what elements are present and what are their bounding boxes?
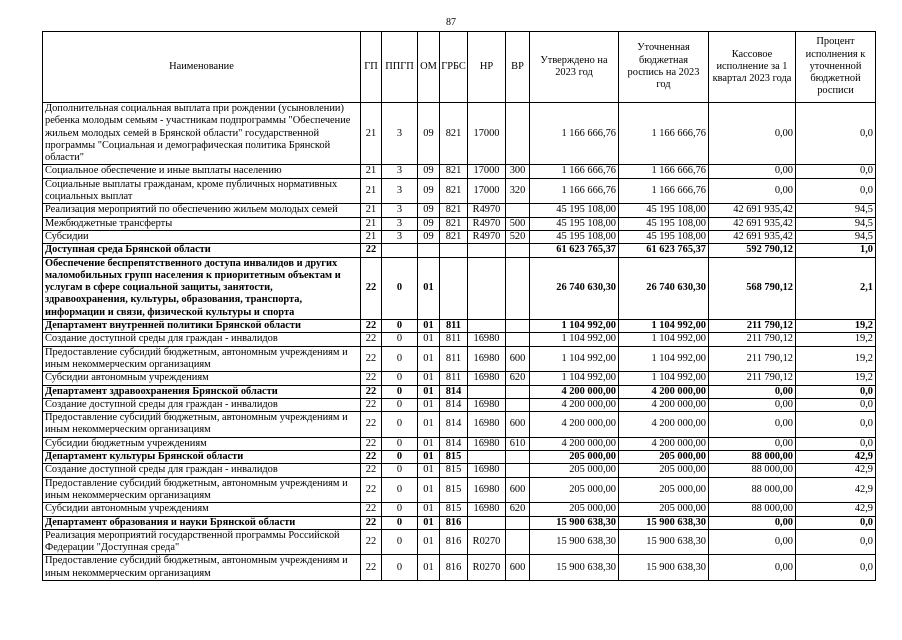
cell-grbs: 815 [440,477,468,503]
cell-nr: R4970 [468,217,506,230]
cell-gp: 22 [361,516,382,529]
cell-vr [506,529,530,555]
table-row [43,412,876,438]
cell-approved: 4 200 000,00 [530,398,619,411]
cell-gp: 22 [361,555,382,581]
cell-gp: 22 [361,451,382,464]
col-header-percent: Процент исполнения к уточненной бюджетной росписи [796,32,876,103]
cell-vr: 320 [506,178,530,204]
cell-nr [468,320,506,333]
cell-ppgp: 0 [382,516,418,529]
cell-om [418,244,440,257]
cell-percent: 0,0 [796,385,876,398]
cell-approved: 26 740 630,30 [530,257,619,319]
cell-percent: 0,0 [796,555,876,581]
cell-name: Предоставление субсидий бюджетным, автономным учреждениям и иным некоммерческим организациям [43,412,361,438]
table-row [43,398,876,411]
cell-approved: 1 166 666,76 [530,178,619,204]
cell-refined: 1 166 666,76 [619,178,709,204]
cell-refined: 4 200 000,00 [619,412,709,438]
cell-percent: 0,0 [796,529,876,555]
cell-grbs: 815 [440,503,468,516]
cell-nr: 17000 [468,165,506,178]
cell-approved: 15 900 638,30 [530,555,619,581]
cell-percent: 0,0 [796,165,876,178]
col-header-grbs: ГРБС [440,32,468,103]
cell-nr [468,451,506,464]
cell-ppgp: 3 [382,165,418,178]
cell-percent: 19,2 [796,346,876,372]
cell-nr [468,257,506,319]
cell-grbs: 821 [440,165,468,178]
cell-nr: 17000 [468,178,506,204]
cell-ppgp: 0 [382,412,418,438]
cell-refined: 45 195 108,00 [619,217,709,230]
cell-ppgp: 0 [382,477,418,503]
cell-ppgp: 3 [382,204,418,217]
cell-gp: 22 [361,464,382,477]
cell-vr: 600 [506,555,530,581]
cell-ppgp: 0 [382,437,418,450]
cell-om: 01 [418,516,440,529]
cell-approved: 4 200 000,00 [530,385,619,398]
cell-vr [506,385,530,398]
cell-percent: 94,5 [796,204,876,217]
col-header-om: ОМ [418,32,440,103]
cell-ppgp: 0 [382,333,418,346]
cell-approved: 45 195 108,00 [530,230,619,243]
cell-vr: 620 [506,372,530,385]
cell-approved: 1 104 992,00 [530,333,619,346]
cell-percent: 0,0 [796,412,876,438]
cell-nr: R4970 [468,204,506,217]
cell-refined: 1 104 992,00 [619,320,709,333]
cell-grbs: 814 [440,385,468,398]
cell-approved: 1 104 992,00 [530,372,619,385]
cell-percent: 42,9 [796,477,876,503]
cell-refined: 1 166 666,76 [619,165,709,178]
cell-om: 01 [418,503,440,516]
col-header-nr: НР [468,32,506,103]
cell-cash: 0,00 [709,412,796,438]
cell-gp: 22 [361,257,382,319]
table-row [43,320,876,333]
cell-cash: 88 000,00 [709,503,796,516]
cell-grbs: 814 [440,437,468,450]
cell-grbs: 815 [440,451,468,464]
cell-nr [468,244,506,257]
cell-name: Департамент здравоохранения Брянской области [43,385,361,398]
cell-refined: 205 000,00 [619,503,709,516]
cell-om: 09 [418,103,440,165]
cell-ppgp: 3 [382,178,418,204]
cell-gp: 21 [361,204,382,217]
table-body [43,103,876,581]
cell-nr: 16980 [468,333,506,346]
cell-approved: 205 000,00 [530,464,619,477]
cell-grbs: 821 [440,103,468,165]
cell-ppgp: 3 [382,217,418,230]
cell-gp: 22 [361,333,382,346]
cell-name: Предоставление субсидий бюджетным, автономным учреждениям и иным некоммерческим организациям [43,346,361,372]
cell-ppgp: 3 [382,103,418,165]
cell-name: Реализация мероприятий государственной программы Российской Федерации "Доступная среда" [43,529,361,555]
cell-ppgp: 0 [382,346,418,372]
cell-nr: 16980 [468,464,506,477]
cell-percent: 42,9 [796,503,876,516]
col-header-vr: ВР [506,32,530,103]
cell-vr [506,516,530,529]
cell-om: 01 [418,477,440,503]
cell-approved: 1 104 992,00 [530,320,619,333]
cell-refined: 4 200 000,00 [619,437,709,450]
cell-vr [506,103,530,165]
cell-approved: 1 166 666,76 [530,103,619,165]
cell-percent: 0,0 [796,178,876,204]
cell-approved: 1 166 666,76 [530,165,619,178]
cell-nr: 17000 [468,103,506,165]
cell-name: Обеспечение беспрепятственного доступа инвалидов и других маломобильных групп населения к приоритетным объектам и услугам в сфере социальной защиты, занятости, здравоохранения, культуры, образования, транспорта, информации и связи, физической культуры и спорта [43,257,361,319]
cell-gp: 22 [361,503,382,516]
cell-percent: 2,1 [796,257,876,319]
cell-gp: 22 [361,385,382,398]
cell-om: 01 [418,372,440,385]
cell-nr: 16980 [468,372,506,385]
col-header-refined: Уточненная бюджетная роспись на 2023 год [619,32,709,103]
cell-gp: 22 [361,477,382,503]
cell-percent: 1,0 [796,244,876,257]
table-row [43,464,876,477]
cell-refined: 1 104 992,00 [619,346,709,372]
cell-grbs: 821 [440,204,468,217]
cell-name: Дополнительная социальная выплата при рождении (усыновлении) ребенка молодым семьям - участникам подпрограммы "Обеспечение жильем молодых семей в Брянской области" государственной программы "Социальная и демографическая политика Брянской области" [43,103,361,165]
cell-cash: 211 790,12 [709,320,796,333]
cell-grbs: 816 [440,555,468,581]
cell-name: Создание доступной среды для граждан - инвалидов [43,333,361,346]
cell-percent: 94,5 [796,217,876,230]
cell-om: 01 [418,412,440,438]
cell-refined: 1 104 992,00 [619,333,709,346]
cell-cash: 0,00 [709,516,796,529]
cell-percent: 0,0 [796,516,876,529]
cell-cash: 592 790,12 [709,244,796,257]
cell-vr: 620 [506,503,530,516]
cell-nr: R4970 [468,230,506,243]
cell-percent: 19,2 [796,333,876,346]
table-row [43,178,876,204]
cell-grbs: 811 [440,372,468,385]
cell-cash: 88 000,00 [709,477,796,503]
cell-ppgp: 0 [382,451,418,464]
cell-grbs: 821 [440,217,468,230]
cell-cash: 88 000,00 [709,451,796,464]
cell-cash: 0,00 [709,103,796,165]
cell-om: 01 [418,451,440,464]
cell-vr: 610 [506,437,530,450]
cell-gp: 22 [361,529,382,555]
cell-name: Социальные выплаты гражданам, кроме публичных нормативных социальных выплат [43,178,361,204]
cell-refined: 1 104 992,00 [619,372,709,385]
cell-cash: 88 000,00 [709,464,796,477]
cell-nr [468,516,506,529]
cell-cash: 0,00 [709,555,796,581]
cell-name: Межбюджетные трансферты [43,217,361,230]
table-row [43,165,876,178]
cell-cash: 0,00 [709,398,796,411]
cell-cash: 42 691 935,42 [709,230,796,243]
cell-nr: 16980 [468,437,506,450]
cell-vr [506,204,530,217]
cell-gp: 21 [361,230,382,243]
cell-nr [468,385,506,398]
cell-name: Субсидии автономным учреждениям [43,372,361,385]
cell-approved: 45 195 108,00 [530,204,619,217]
cell-name: Департамент культуры Брянской области [43,451,361,464]
cell-refined: 205 000,00 [619,451,709,464]
cell-ppgp: 0 [382,503,418,516]
cell-cash: 0,00 [709,437,796,450]
table-row [43,244,876,257]
cell-approved: 4 200 000,00 [530,412,619,438]
cell-gp: 22 [361,244,382,257]
cell-refined: 205 000,00 [619,464,709,477]
col-header-approved: Утверждено на 2023 год [530,32,619,103]
cell-om: 01 [418,529,440,555]
cell-vr: 600 [506,412,530,438]
table-row [43,346,876,372]
cell-gp: 22 [361,372,382,385]
cell-cash: 42 691 935,42 [709,217,796,230]
cell-vr [506,464,530,477]
cell-ppgp: 0 [382,398,418,411]
cell-ppgp [382,244,418,257]
cell-approved: 15 900 638,30 [530,516,619,529]
cell-ppgp: 0 [382,320,418,333]
cell-name: Реализация мероприятий по обеспечению жильем молодых семей [43,204,361,217]
col-header-gp: ГП [361,32,382,103]
cell-nr: 16980 [468,412,506,438]
cell-gp: 21 [361,165,382,178]
cell-cash: 211 790,12 [709,372,796,385]
cell-ppgp: 0 [382,385,418,398]
cell-nr: 16980 [468,398,506,411]
cell-grbs: 821 [440,178,468,204]
cell-cash: 0,00 [709,529,796,555]
cell-grbs: 816 [440,516,468,529]
cell-grbs [440,257,468,319]
cell-gp: 22 [361,320,382,333]
cell-refined: 4 200 000,00 [619,398,709,411]
cell-percent: 42,9 [796,464,876,477]
table-row [43,257,876,319]
cell-refined: 1 166 666,76 [619,103,709,165]
cell-om: 01 [418,385,440,398]
cell-gp: 21 [361,103,382,165]
cell-om: 01 [418,555,440,581]
cell-approved: 1 104 992,00 [530,346,619,372]
cell-approved: 205 000,00 [530,451,619,464]
cell-refined: 61 623 765,37 [619,244,709,257]
cell-vr [506,320,530,333]
cell-refined: 15 900 638,30 [619,555,709,581]
cell-cash: 0,00 [709,165,796,178]
cell-nr: 16980 [468,477,506,503]
cell-gp: 22 [361,398,382,411]
cell-vr: 600 [506,346,530,372]
cell-approved: 15 900 638,30 [530,529,619,555]
cell-om: 01 [418,398,440,411]
cell-grbs: 821 [440,230,468,243]
cell-vr [506,451,530,464]
cell-gp: 21 [361,217,382,230]
table-header-row [43,32,876,103]
cell-name: Субсидии автономным учреждениям [43,503,361,516]
cell-name: Предоставление субсидий бюджетным, автономным учреждениям и иным некоммерческим организациям [43,477,361,503]
cell-approved: 61 623 765,37 [530,244,619,257]
cell-percent: 0,0 [796,437,876,450]
cell-percent: 0,0 [796,398,876,411]
cell-cash: 211 790,12 [709,333,796,346]
page-number: 87 [446,17,456,28]
table-row [43,477,876,503]
cell-name: Субсидии бюджетным учреждениям [43,437,361,450]
cell-percent: 19,2 [796,372,876,385]
cell-ppgp: 0 [382,555,418,581]
cell-vr: 300 [506,165,530,178]
cell-cash: 568 790,12 [709,257,796,319]
table-row [43,372,876,385]
cell-nr: R0270 [468,555,506,581]
col-header-ppgp: ППГП [382,32,418,103]
table-row [43,437,876,450]
cell-refined: 4 200 000,00 [619,385,709,398]
budget-table [42,31,876,581]
cell-vr [506,244,530,257]
cell-approved: 205 000,00 [530,477,619,503]
cell-om: 09 [418,178,440,204]
cell-om: 09 [418,217,440,230]
cell-name: Социальное обеспечение и иные выплаты населению [43,165,361,178]
table-row [43,529,876,555]
cell-approved: 4 200 000,00 [530,437,619,450]
cell-om: 01 [418,437,440,450]
cell-om: 01 [418,464,440,477]
cell-refined: 205 000,00 [619,477,709,503]
cell-gp: 21 [361,178,382,204]
cell-vr [506,333,530,346]
cell-gp: 22 [361,346,382,372]
cell-refined: 15 900 638,30 [619,529,709,555]
cell-vr: 520 [506,230,530,243]
cell-grbs: 815 [440,464,468,477]
table-row [43,230,876,243]
cell-gp: 22 [361,412,382,438]
cell-approved: 45 195 108,00 [530,217,619,230]
table-row [43,217,876,230]
table-row [43,516,876,529]
cell-grbs: 811 [440,320,468,333]
cell-cash: 0,00 [709,178,796,204]
cell-grbs: 816 [440,529,468,555]
cell-gp: 22 [361,437,382,450]
cell-ppgp: 3 [382,230,418,243]
cell-name: Субсидии [43,230,361,243]
cell-approved: 205 000,00 [530,503,619,516]
cell-om: 01 [418,257,440,319]
cell-grbs: 811 [440,333,468,346]
cell-om: 09 [418,165,440,178]
cell-ppgp: 0 [382,529,418,555]
cell-percent: 0,0 [796,103,876,165]
cell-percent: 94,5 [796,230,876,243]
cell-percent: 19,2 [796,320,876,333]
cell-om: 01 [418,333,440,346]
cell-name: Предоставление субсидий бюджетным, автономным учреждениям и иным некоммерческим организациям [43,555,361,581]
cell-vr [506,398,530,411]
cell-refined: 45 195 108,00 [619,230,709,243]
cell-percent: 42,9 [796,451,876,464]
cell-grbs: 814 [440,412,468,438]
cell-cash: 42 691 935,42 [709,204,796,217]
cell-ppgp: 0 [382,257,418,319]
cell-om: 01 [418,320,440,333]
cell-vr: 600 [506,477,530,503]
cell-grbs: 814 [440,398,468,411]
col-header-name: Наименование [43,32,361,103]
cell-name: Департамент образования и науки Брянской области [43,516,361,529]
cell-cash: 0,00 [709,385,796,398]
cell-ppgp: 0 [382,464,418,477]
cell-vr [506,257,530,319]
cell-name: Создание доступной среды для граждан - инвалидов [43,398,361,411]
table-row [43,503,876,516]
cell-nr: 16980 [468,503,506,516]
table-row [43,555,876,581]
cell-cash: 211 790,12 [709,346,796,372]
cell-name: Создание доступной среды для граждан - инвалидов [43,464,361,477]
cell-refined: 15 900 638,30 [619,516,709,529]
table-row [43,333,876,346]
table-row [43,385,876,398]
cell-name: Департамент внутренней политики Брянской области [43,320,361,333]
cell-name: Доступная среда Брянской области [43,244,361,257]
col-header-cash: Кассовое исполнение за 1 квартал 2023 года [709,32,796,103]
cell-refined: 26 740 630,30 [619,257,709,319]
cell-grbs: 811 [440,346,468,372]
cell-vr: 500 [506,217,530,230]
cell-om: 01 [418,346,440,372]
cell-grbs [440,244,468,257]
cell-om: 09 [418,204,440,217]
cell-ppgp: 0 [382,372,418,385]
cell-nr: R0270 [468,529,506,555]
cell-refined: 45 195 108,00 [619,204,709,217]
table-row [43,451,876,464]
table-row [43,204,876,217]
table-row [43,103,876,165]
cell-nr: 16980 [468,346,506,372]
cell-om: 09 [418,230,440,243]
